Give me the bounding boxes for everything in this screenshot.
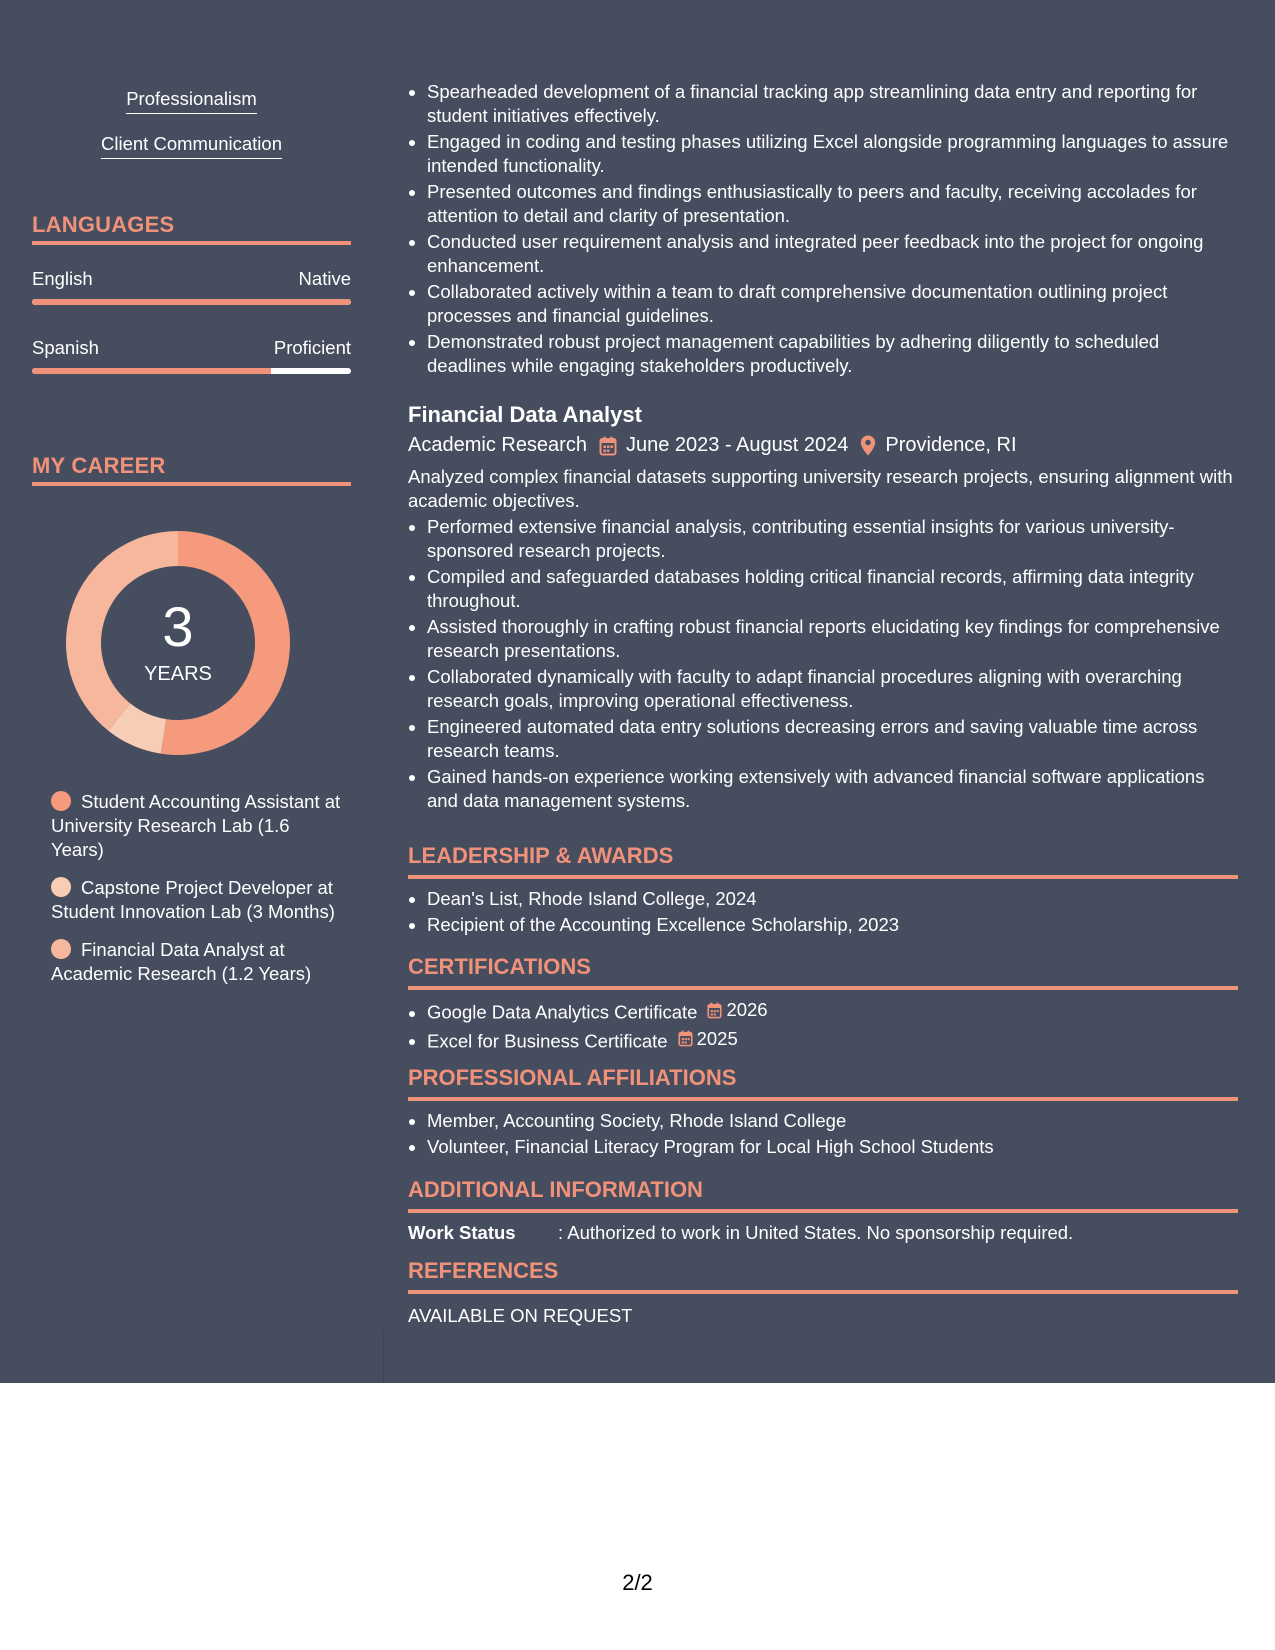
- section-rule: [408, 1209, 1238, 1213]
- list-item: • Collaborated dynamically with faculty to adapt financial procedures aligning with overarching research goals, improving operational effectiveness.: [427, 665, 1238, 713]
- legend-dot-icon: [51, 877, 71, 897]
- career-legend-label: Financial Data Analyst at Academic Research (1.2 Years): [51, 939, 312, 984]
- list-item: • Compiled and safeguarded databases holding critical financial records, affirming data integrity throughout.: [427, 565, 1238, 613]
- job-company: Academic Research: [408, 434, 587, 456]
- career-legend-item: [51, 790, 341, 862]
- list-item: • Engaged in coding and testing phases utilizing Excel alongside programming languages to assure intended functionality.: [427, 130, 1238, 178]
- work-status-value: : Authorized to work in United States. No sponsorship required.: [558, 1222, 1074, 1243]
- language-proficiency-fill: [32, 368, 271, 374]
- language-name: Spanish: [32, 337, 99, 358]
- career-legend-label: Student Accounting Assistant at University Research Lab (1.6 Years): [51, 791, 341, 860]
- job-title: Financial Data Analyst: [408, 402, 642, 427]
- job-dates: June 2023 - August 2024: [625, 434, 849, 456]
- section-heading: REFERENCES: [408, 1258, 559, 1283]
- additional-info-section: [408, 1177, 1238, 1244]
- certification-name: Google Data Analytics Certificate: [427, 1001, 698, 1023]
- section-rule: [408, 1097, 1238, 1101]
- section-heading: CERTIFICATIONS: [408, 954, 591, 979]
- section-rule: [408, 875, 1238, 879]
- language-name: English: [32, 268, 93, 289]
- list-item: • Assisted thoroughly in crafting robust financial reports elucidating key findings for comprehensive research presentations.: [427, 615, 1238, 663]
- legend-dot-icon: [51, 791, 71, 811]
- section-heading: PROFESSIONAL AFFILIATIONS: [408, 1065, 737, 1090]
- job-summary: Analyzed complex financial datasets supporting university research projects, ensuring alignment with academic objectives.: [408, 466, 1233, 511]
- career-rule: [32, 482, 351, 486]
- job-meta: [408, 434, 1238, 457]
- list-item: • Presented outcomes and findings enthusiastically to peers and faculty, receiving accolades for attention to detail and clarity of presentation.: [427, 180, 1238, 228]
- work-status-label: Work Status: [408, 1222, 516, 1243]
- list-item: • Collaborated actively within a team to draft comprehensive documentation outlining project processes and financial guidelines.: [427, 280, 1238, 328]
- list-item: • Member, Accounting Society, Rhode Island College: [427, 1109, 1238, 1133]
- language-level: Native: [298, 268, 351, 289]
- career-legend-item: [51, 938, 341, 986]
- language-proficiency-bar: [32, 368, 351, 374]
- skill-label: Client Communication: [101, 133, 282, 159]
- capstone-bullet-list: [408, 80, 1238, 378]
- career-legend-item: [51, 876, 341, 924]
- legend-dot-icon: [51, 939, 71, 959]
- career-years-label: YEARS: [144, 663, 212, 685]
- list-item: • Conducted user requirement analysis and integrated peer feedback into the project for ongoing enhancement.: [427, 230, 1238, 278]
- leadership-section: [408, 843, 1238, 939]
- list-item: • Spearheaded development of a financial tracking app streamlining data entry and reporting for student initiatives effectively.: [427, 80, 1238, 128]
- references-section: [408, 1258, 1238, 1327]
- list-item: [427, 1027, 1238, 1054]
- affiliations-section: [408, 1065, 1238, 1161]
- calendar-icon: [678, 1030, 693, 1047]
- certifications-section: [408, 954, 1238, 1055]
- certification-year: 2025: [696, 1027, 738, 1049]
- career-legend-label: Capstone Project Developer at Student Innovation Lab (3 Months): [51, 877, 335, 922]
- capstone-experience: [408, 80, 1238, 380]
- career-total-years: 3: [162, 595, 194, 658]
- skill-item: [32, 133, 351, 159]
- languages-heading: LANGUAGES: [32, 212, 175, 237]
- language-proficiency-fill: [32, 299, 351, 305]
- section-rule: [408, 986, 1238, 990]
- certification-name: Excel for Business Certificate: [427, 1030, 668, 1051]
- list-item: • Engineered automated data entry solutions decreasing errors and saving valuable time across research teams.: [427, 715, 1238, 763]
- work-status-row: [408, 1222, 1238, 1244]
- calendar-icon: [599, 436, 617, 456]
- list-item: • Gained hands-on experience working extensively with advanced financial software applications and data management systems.: [427, 765, 1238, 813]
- list-item: • Recipient of the Accounting Excellence Scholarship, 2023: [427, 913, 1238, 937]
- section-heading: LEADERSHIP & AWARDS: [408, 843, 674, 868]
- career-donut-chart: [66, 531, 290, 755]
- job-entry: [408, 402, 1238, 815]
- languages-rule: [32, 241, 351, 245]
- calendar-icon: [707, 1002, 722, 1019]
- career-heading: MY CAREER: [32, 453, 166, 478]
- references-text: AVAILABLE ON REQUEST: [408, 1305, 633, 1326]
- list-item: • Volunteer, Financial Literacy Program for Local High School Students: [427, 1135, 1238, 1159]
- list-item: [427, 998, 1238, 1025]
- section-heading: ADDITIONAL INFORMATION: [408, 1177, 703, 1202]
- language-level: Proficient: [273, 337, 351, 358]
- page-number: 2/2: [622, 1570, 653, 1595]
- certifications-list: [408, 998, 1238, 1053]
- skill-label: Professionalism: [126, 88, 257, 114]
- career-legend: [51, 790, 341, 1000]
- column-divider: [383, 1330, 384, 1383]
- section-rule: [408, 1290, 1238, 1294]
- list-item: • Dean's List, Rhode Island College, 2024: [427, 887, 1238, 911]
- skill-item: [32, 88, 351, 114]
- job-bullet-list: [408, 515, 1238, 813]
- language-proficiency-bar: [32, 299, 351, 305]
- leadership-list: [408, 887, 1238, 937]
- list-item: • Demonstrated robust project management capabilities by adhering diligently to scheduled deadlines while engaging stakeholders productively.: [427, 330, 1238, 378]
- affiliations-list: [408, 1109, 1238, 1159]
- list-item: • Performed extensive financial analysis, contributing essential insights for various university-sponsored research projects.: [427, 515, 1238, 563]
- job-location: Providence, RI: [885, 434, 1017, 456]
- location-pin-icon: [860, 435, 876, 456]
- certification-year: 2026: [726, 999, 768, 1020]
